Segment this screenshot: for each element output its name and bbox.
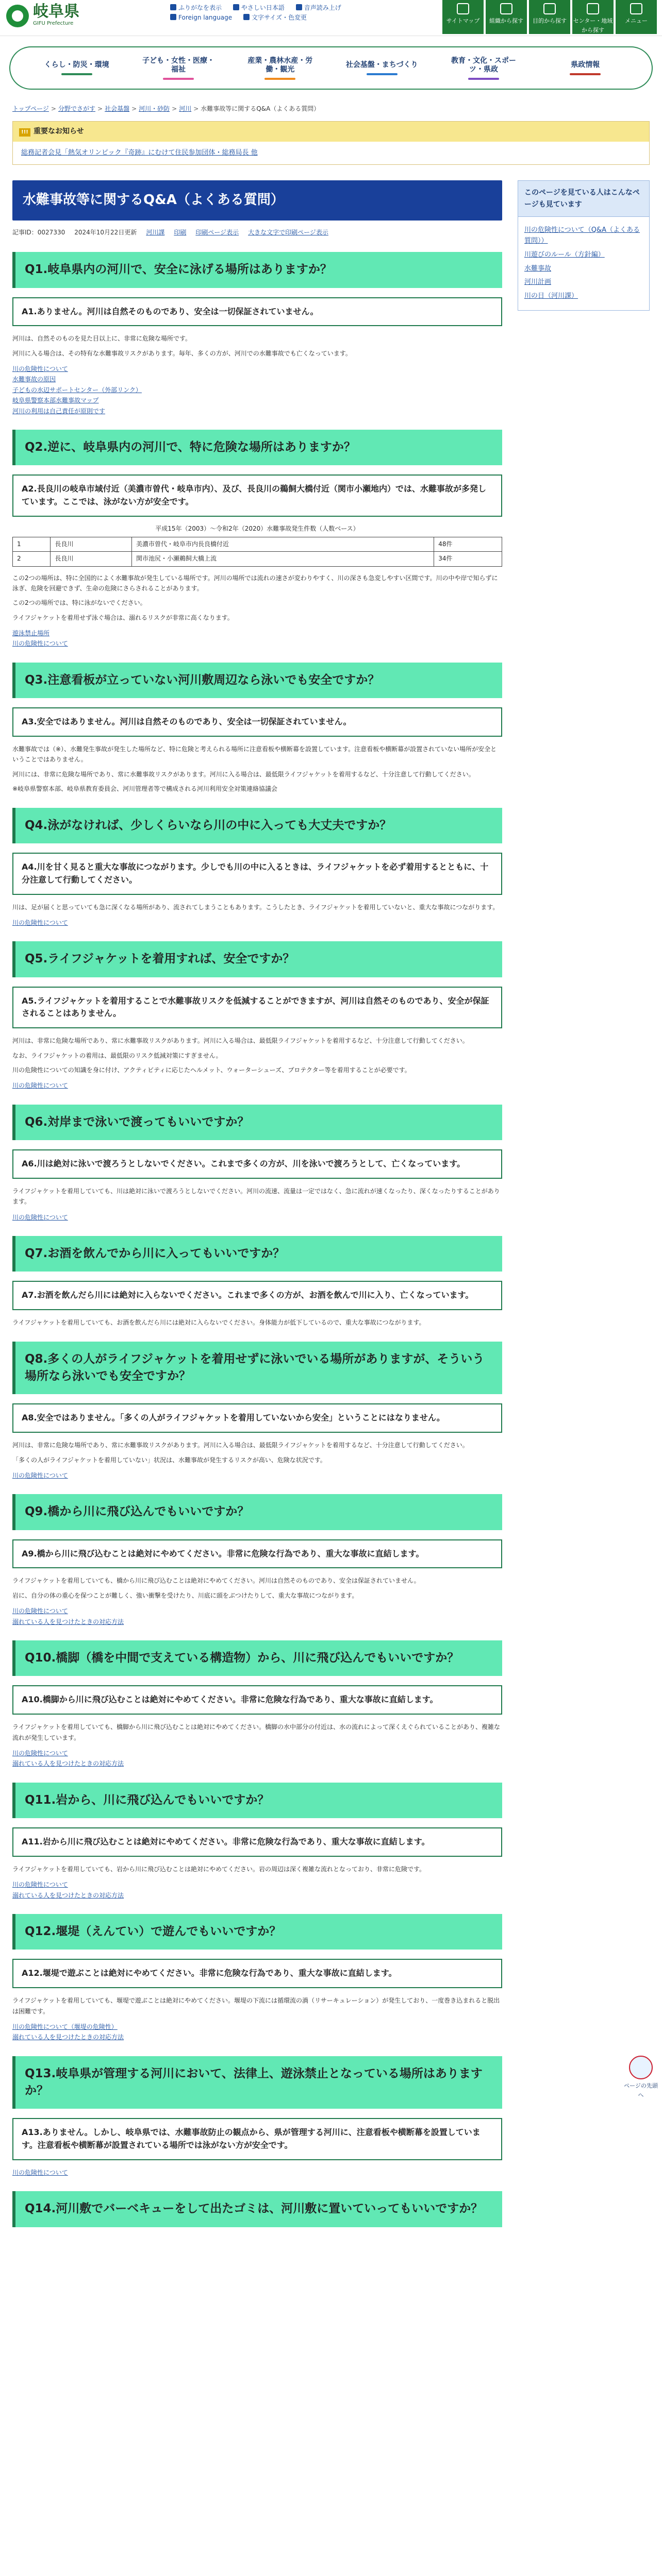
breadcrumb-link[interactable]: 分野でさがす [58,105,95,112]
sidebar-link[interactable]: 川の日（河川課） [524,292,578,300]
answer-box: A6.川は絶対に泳いで渡ろうとしないでください。これまで多くの方が、川を泳いで渡ろうとして、亡くなっています。 [12,1149,502,1179]
important-notice [12,121,650,165]
answer-paragraph: ライフジャケットを着用していても、堰堤で遊ぶことは絶対にやめてください。堰堤の下流には循環流の渦（リサーキュレーション）が発生しており、一度巻き込まれると脱出は困難です。 [12,1997,500,2015]
answer-box: A3.安全ではありません。河川は自然そのものであり、安全は一切保証されていません。 [12,707,502,737]
question-heading: Q13.岐阜県が管理する河川において、法律上、遊泳禁止となっている場所はありますか？ [12,2056,502,2109]
meta-link[interactable]: 河川課 [146,228,165,236]
table-row [13,552,502,566]
text-size-link[interactable]: 文字サイズ・色変更 [243,13,307,23]
related-link[interactable]: 遊泳禁止場所 [12,630,50,637]
related-link[interactable]: 川の危険性について [12,1082,68,1090]
site-header [0,0,662,36]
sidebar-links [518,217,650,311]
furigana-icon [170,4,176,10]
qa-list [12,252,502,2227]
qa-item [12,1640,502,1769]
sidebar-title: このページを見ている人はこんなページも見ています [518,180,650,217]
breadcrumb-separator: > [172,105,177,112]
globe-icon [170,14,176,20]
notice-header [13,122,649,141]
alert-icon: !!! [19,128,30,137]
answer-paragraph: ライフジャケットを着用していても、橋から川に飛び込むことは絶対にやめてください。河川は自然そのものであり、安全は保証されていません。 [12,1577,420,1585]
related-links [12,1080,502,1091]
question-heading: Q5.ライフジャケットを着用すれば、安全ですか？ [12,941,502,977]
related-links [12,2167,502,2178]
related-link[interactable]: 川の危険性について [12,919,68,926]
related-link[interactable]: 川の危険性について [12,1471,68,1479]
answer-box: A1.ありません。河川は自然そのものであり、安全は一切保証されていません。 [12,297,502,327]
related-link[interactable]: 水難事故の原因 [12,376,56,383]
easy-japanese-icon [233,4,239,10]
page-top-icon [629,2056,653,2079]
question-heading: Q11.岩から、川に飛び込んでもいいですか？ [12,1783,502,1818]
answer-paragraph: 河川に入る場合は、その特有な水難事故リスクがあります。毎年、多くの方が、河川での水難事故でも亡くなっています。 [12,349,352,357]
nav-item-label: くらし・防災・環境 [44,61,109,70]
qa-item [12,1494,502,1627]
answer-box: A9.橋から川に飛び込むことは絶対にやめてください。非常に危険な行為であり、重大な事故に直結します。 [12,1539,502,1569]
related-link[interactable]: 溺れている人を見つけたときの対応方法 [12,2033,124,2041]
sitemap-tile[interactable]: サイトマップ [442,0,484,34]
qa-item [12,2191,502,2227]
table-cell: 関市池尻・小瀬鵜飼大橋上流 [132,552,434,566]
sidebar-link[interactable]: 川の危険性について（Q&A（よくある質問）） [524,226,640,245]
sidebar-link[interactable]: 川遊びのルール（方針編） [524,250,605,259]
answer-paragraph: 河川は、非常に危険な場所であり、常に水難事故リスクがあります。河川に入る場合は、最低限ライフジャケットを着用するなど、十分注意して行動してください。 [12,1442,469,1449]
organization-tile[interactable]: 組織から探す [486,0,527,34]
related-links [12,1748,502,1769]
qa-item [12,1783,502,1901]
table-cell: 長良川 [51,552,132,566]
breadcrumb [12,104,650,114]
qa-item [12,941,502,1091]
related-link[interactable]: 川の危険性について [12,365,68,373]
related-link[interactable]: 川の危険性について [12,1607,68,1615]
answer-box: A4.川を甘く見ると重大な事故につながります。少しでも川の中に入るときは、ライフジャケットを必ず着用するとともに、十分注意して行動してください。 [12,853,502,895]
related-link[interactable]: 溺れている人を見つけたときの対応方法 [12,1760,124,1768]
nav-item-4[interactable] [346,61,418,75]
answer-paragraph: この2つの場所では、特に泳がないでください。 [12,599,146,607]
answer-paragraph: 河川には、非常に危険な場所であり、常に水難事故リスクがあります。河川に入る場合は、最低限ライフジャケットを着用するなど、十分注意して行動してください。 [12,770,475,778]
easy-japanese-link[interactable]: やさしい日本語 [233,3,285,13]
answer-box: A2.長良川の岐阜市域付近（美濃市曽代・岐阜市内）、及び、長良川の鵜飼大橋付近（関市小瀬地内）では、水難事故が多発しています。ここでは、泳がない方が安全です。 [12,474,502,517]
answer-paragraph: この2つの場所は、特に全国的によく水難事故が発生している場所です。河川の場所では流れの速さが変わりやすく、川の深さも急変しやすい区間です。川の中や岸で知らずに泳ぎ、危険を回避できず、生命の危険にさらされることがあります。 [12,574,498,592]
question-heading: Q14.河川敷でバーベキューをして出たゴミは、河川敷に置いていってもいいですか？ [12,2191,502,2227]
related-link[interactable]: 川の危険性について（堰堤の危険性） [12,2023,118,2030]
logo-subtext: GIFU Prefecture [33,21,74,26]
related-link[interactable]: 川の危険性について [12,1881,68,1889]
breadcrumb-separator: > [131,105,137,112]
related-link[interactable]: 川の危険性について [12,1749,68,1757]
related-link[interactable]: 溺れている人を見つけたときの対応方法 [12,1891,124,1899]
answer-paragraph: ライフジャケットを着用していても、お酒を飲んだら川には絶対に入らないでください。身体能力が低下しているので、重大な事故につながります。 [12,1319,425,1327]
answer-paragraph: 川の危険性についての知識を身に付け、アクティビティに応じたヘルメット、ウォーターシューズ、プロテクター等を着用することが必要です。 [12,1066,411,1074]
answer-box: A8.安全ではありません。「多くの人がライフジャケットを着用していないから安全」ということにはなりません。 [12,1403,502,1433]
answer-box: A13.ありません。しかし、岐阜県では、水難事故防止の観点から、県が管理する河川に、注意看板や横断幕を設置しています。注意看板や横断幕が設置されている場所では泳がない方が安全です。 [12,2118,502,2160]
qa-item [12,430,502,649]
question-heading: Q2.逆に、岐阜県内の河川で、特に危険な場所はありますか？ [12,430,502,465]
sidebar-link[interactable]: 河川計画 [524,278,552,286]
question-heading: Q10.橋脚（橋を中間で支えている構造物）から、川に飛び込んでもいいですか？ [12,1640,502,1676]
nav-item-5[interactable] [448,57,520,80]
question-heading: Q8.多くの人がライフジャケットを着用せずに泳いでいる場所がありますが、そういう場所なら泳いでも安全ですか？ [12,1342,502,1395]
meta-link[interactable]: 印刷ページ表示 [195,228,239,236]
answer-box: A10.橋脚から川に飛び込むことは絶対にやめてください。非常に危険な行為であり、重大な事故に直結します。 [12,1685,502,1715]
table-cell: 48件 [434,537,502,552]
qa-item [12,1342,502,1481]
read-aloud-link[interactable]: 音声読み上げ [296,3,341,13]
qa-item [12,1105,502,1223]
question-heading: Q6.対岸まで泳いで渡ってもいいですか？ [12,1105,502,1140]
qa-item [12,663,502,794]
qa-item [12,1914,502,2043]
qa-item [12,1236,502,1328]
foreign-language-link[interactable]: Foreign language [170,13,232,23]
sidebar [518,180,650,2227]
nav-item-label: 子ども・女性・医療・福祉 [142,56,214,74]
related-link[interactable]: 子どもの水辺サポートセンター（外部リンク） [12,386,142,394]
purpose-tile[interactable]: 目的から探す [529,0,570,34]
text-size-icon [243,14,250,20]
purpose-icon [543,3,556,14]
breadcrumb-link[interactable]: 河川・砂防 [139,105,170,112]
related-links [12,1212,502,1223]
table-caption: 平成15年（2003）〜令和2年（2020）水難事故発生件数（人数ベース） [155,524,359,532]
center-tile[interactable]: センター・地域から探す [572,0,614,34]
meta-link[interactable]: 大きな文字で印刷ページ表示 [248,228,328,236]
table-cell: 34件 [434,552,502,566]
related-link[interactable]: 川の危険性について [12,2169,68,2176]
related-link[interactable]: 溺れている人を見つけたときの対応方法 [12,1618,124,1625]
nav-item-bar [468,78,499,80]
nav-item-label: 産業・農林水産・労働・観光 [247,56,313,74]
answer-paragraph: 岩に、自分の体の重心を保つことが難しく、強い衝撃を受けたり、川底に頭をぶつけたりして、重大な事故につながります。 [12,1591,358,1599]
nav-item-6[interactable] [549,61,621,75]
page-title: 水難事故等に関するQ&A（よくある質問） [12,180,502,221]
table-cell: 美濃市曽代・岐阜市内長良橋付近 [132,537,434,552]
answer-paragraph: なお、ライフジャケットの着用は、最低限のリスク低減対策にすぎません。 [12,1052,222,1059]
breadcrumb-separator: > [97,105,103,112]
related-link[interactable]: 岐阜県警察本部水難事故マップ [12,397,99,404]
nav-item-label: 社会基盤・まちづくり [345,61,418,70]
page-top-button[interactable]: ページの先頭へ [624,2056,658,2099]
related-links [12,1470,502,1481]
answer-paragraph: 水難事故では（※）、水難発生事故が発生した場所など、特に危険と考えられる場所に注意看板や横断幕を設置しています。注意看板や横断幕が設置されていない場所が安全ということではありません。 [12,745,497,764]
notice-title: 重要なお知らせ [34,127,84,136]
question-heading: Q12.堰堤（えんてい）で遊んでもいいですか？ [12,1914,502,1950]
nav-item-bar [367,73,398,75]
related-links [12,364,502,416]
menu-tile[interactable]: メニュー [616,0,657,34]
center-icon [587,3,599,14]
furigana-link[interactable]: ふりがなを表示 [170,3,222,13]
breadcrumb-separator: > [193,105,199,112]
qa-item [12,2056,502,2178]
table-cell: 長良川 [51,537,132,552]
logo-text: 岐阜県 [33,3,79,21]
breadcrumb-link[interactable]: 社会基盤 [105,105,130,112]
answer-box: A11.岩から川に飛び込むことは絶対にやめてください。非常に危険な行為であり、重大な事故に直結します。 [12,1827,502,1857]
sidebar-link[interactable]: 水難事故 [524,264,552,273]
related-link[interactable]: 川の危険性について [12,1213,68,1221]
global-nav [9,46,653,90]
answer-box: A12.堰堤で遊ぶことは絶対にやめてください。非常に危険な行為であり、重大な事故に直結します。 [12,1959,502,1988]
answer-paragraph: 「多くの人がライフジャケットを着用していない」状況は、水難事故が発生するリスクが高い、危険な状況です。 [12,1456,326,1464]
related-links [12,2022,502,2043]
related-link[interactable]: 川の危険性について [12,640,68,648]
question-heading: Q9.橋から川に飛び込んでもいいですか？ [12,1494,502,1530]
utility-links [170,3,418,23]
question-heading: Q3.注意看板が立っていない河川敷周辺なら泳いでも安全ですか？ [12,663,502,698]
nav-item-bar [61,73,92,75]
main-content [12,180,502,2227]
speaker-icon [296,4,302,10]
meta-text: 記事ID：0027330 [12,228,65,236]
table-cell: 2 [13,552,51,566]
site-logo[interactable] [6,4,79,28]
question-heading: Q4.泳がなければ、少しくらいなら川の中に入っても大丈夫ですか？ [12,808,502,843]
answer-paragraph: ライフジャケットを着用していても、岩から川に飛び込むことは絶対にやめてください。岩の周辺は深く複雑な流れとなっており、非常に危険です。 [12,1865,426,1873]
related-links [12,1879,502,1901]
question-heading: Q1.岐阜県内の河川で、安全に泳げる場所はありますか？ [12,252,502,287]
table-cell: 1 [13,537,51,552]
answer-paragraph: 河川は、自然そのものを見た目以上に、非常に危険な場所です。 [12,335,192,343]
nav-item-bar [570,73,601,75]
prefecture-emblem-icon [6,5,29,27]
answer-paragraph: 河川は、非常に危険な場所であり、常に水難事故リスクがあります。河川に入る場合は、最低限ライフジャケットを着用するなど、十分注意して行動してください。 [12,1037,469,1045]
answer-paragraph: ※岐阜県警察本部、岐阜県教育委員会、河川管理者等で構成される河川利用安全対策連絡協議会 [12,785,278,793]
related-links [12,1606,502,1627]
answer-paragraph: ライフジャケットを着用していても、川は絶対に泳いで渡ろうとしないでください。河川の流速、流量は一定ではなく、急に流れが速くなったり、深くなったりすることがあります。 [12,1187,500,1206]
notice-link[interactable]: 総務記者会見「熱気オリンピック『奇跡』にむけて住民参加団体・総務局長 他 [21,148,258,157]
meta-link[interactable]: 印刷 [174,228,187,236]
related-links [12,628,502,649]
breadcrumb-current: 水難事故等に関するQ&A（よくある質問） [201,105,320,112]
breadcrumb-link[interactable]: トップページ [12,105,49,112]
answer-box: A5.ライフジャケットを着用することで水難事故リスクを低減することができますが、河川は自然そのものであり、安全が保証されることはありません。 [12,987,502,1029]
answer-paragraph: ライフジャケットを着用せず泳ぐ場合は、溺れるリスクが非常に高くなります。 [12,614,234,621]
answer-paragraph: 川は、足が届くと思っていても急に深くなる場所があり、流されてしまうこともあります。こうしたとき、ライフジャケットを着用していないと、重大な事故につながります。 [12,903,499,911]
nav-item-2[interactable] [142,57,214,80]
qa-item [12,808,502,928]
sitemap-icon [457,3,469,14]
related-links [12,918,502,928]
nav-item-bar [163,78,194,80]
breadcrumb-separator: > [51,105,56,112]
table-row [13,537,502,552]
organization-icon [500,3,512,14]
nav-item-1[interactable] [41,61,113,75]
nav-item-3[interactable] [244,57,316,80]
qa-item [12,252,502,416]
nav-item-label: 教育・文化・スポーツ・県政 [451,56,516,74]
accident-table [12,537,502,566]
meta-text: 2024年10月22日更新 [74,228,137,236]
answer-box: A7.お酒を飲んだら川には絶対に入らないでください。これまで多くの方が、お酒を飲んで川に入り、亡くなっています。 [12,1281,502,1310]
header-tiles [442,0,657,34]
question-heading: Q7.お酒を飲んでから川に入ってもいいですか？ [12,1236,502,1272]
menu-icon [630,3,642,14]
article-meta [12,228,502,238]
nav-item-bar [264,78,295,80]
breadcrumb-link[interactable]: 河川 [179,105,192,112]
answer-paragraph: ライフジャケットを着用していても、橋脚から川に飛び込むことは絶対にやめてください。橋脚の水中部分の付近は、水の流れによって深くえぐられていることがあり、複雑な流れが発生しています。 [12,1723,500,1741]
related-link[interactable]: 河川の利用は自己責任が原則です [12,407,106,415]
nav-item-label: 県政情報 [571,61,600,70]
